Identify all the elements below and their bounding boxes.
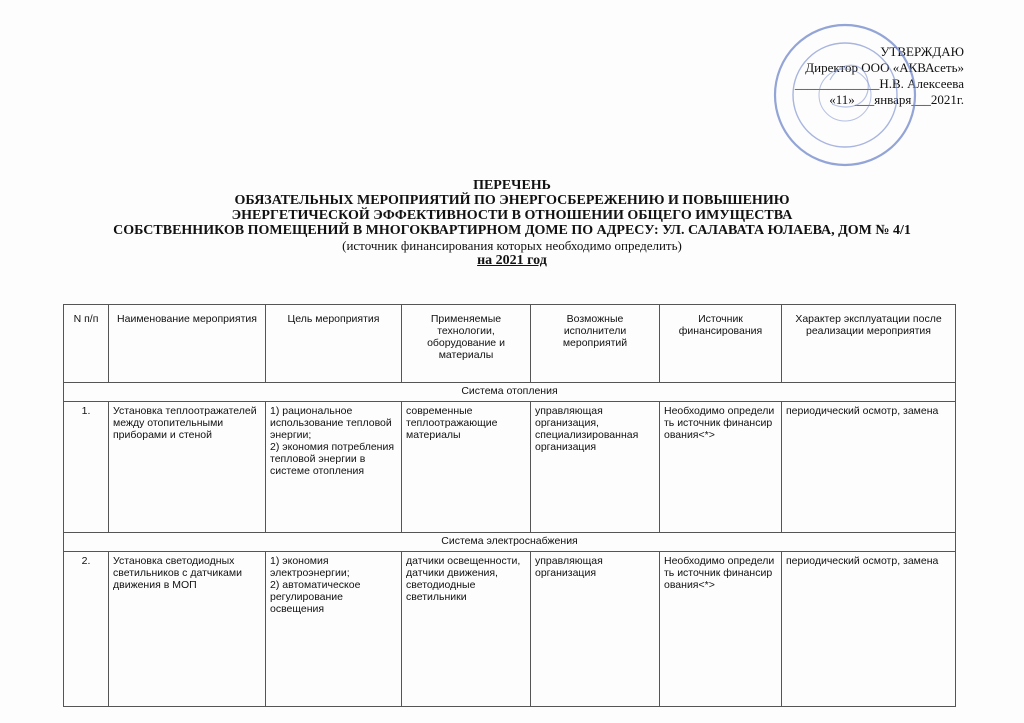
section-row [64,383,956,402]
heading-line-4: СОБСТВЕННИКОВ ПОМЕЩЕНИЙ В МНОГОКВАРТИРНОМ ДОМЕ ПО АДРЕСУ: УЛ. САЛАВАТА ЮЛАЕВА, ДОМ № 4/1 [113,223,911,238]
heading-line-2: ОБЯЗАТЕЛЬНЫХ МЕРОПРИЯТИЙ ПО ЭНЕРГОСБЕРЕЖЕНИЮ И ПОВЫШЕНИЮ [234,193,790,208]
cell-number: 2. [64,552,109,707]
header-funding-source: Источник финансирования [660,305,782,383]
cell-technologies: датчики освещенности, датчики движения, светодиодные светильники [402,552,531,707]
table-row [64,402,956,533]
header-goal: Цель мероприятия [266,305,402,383]
header-name: Наименование мероприятия [109,305,266,383]
cell-funding-source: Необходимо определить источник финансирования<*> [660,402,782,533]
header-technologies: Применяемые технологии, оборудование и материалы [402,305,531,383]
approval-position: Директор ООО «АКВАсеть» [805,60,964,75]
cell-exploitation: периодический осмотр, замена [782,552,956,707]
section-electric-title: Система электроснабжения [64,533,956,552]
section-row [64,533,956,552]
cell-goal: 1) рациональное использование тепловой энергии; 2) экономия потребления тепловой энергии в системе отопления [266,402,402,533]
cell-name: Установка светодиодных светильников с датчиками движения в МОП [109,552,266,707]
heading-subtitle: (источник финансирования которых необходимо определить) [342,238,682,253]
table-row [64,552,956,707]
header-exploitation: Характер эксплуатации после реализации мероприятия [782,305,956,383]
approval-signature-line: _____________Н.В. Алексеева [794,76,964,91]
cell-goal: 1) экономия электроэнергии; 2) автоматическое регулирование освещения [266,552,402,707]
measures-table [63,304,956,707]
heading-title: ПЕРЕЧЕНЬ [473,178,551,193]
header-executors: Возможные исполнители мероприятий [531,305,660,383]
approval-title: УТВЕРЖДАЮ [880,44,964,59]
heading-line-3: ЭНЕРГЕТИЧЕСКОЙ ЭФФЕКТИВНОСТИ В ОТНОШЕНИИ ОБЩЕГО ИМУЩЕСТВА [231,208,793,223]
cell-funding-source: Необходимо определить источник финансирования<*> [660,552,782,707]
cell-exploitation: периодический осмотр, замена [782,402,956,533]
approval-date: «11»___января___2021г. [829,92,964,107]
header-number: N п/п [64,305,109,383]
cell-number: 1. [64,402,109,533]
document-heading [0,178,1024,268]
table-header-row [64,305,956,383]
cell-technologies: современные теплоотражающие материалы [402,402,531,533]
heading-year: на 2021 год [477,253,547,268]
cell-executors: управляющая организация, специализированная организация [531,402,660,533]
cell-name: Установка теплоотражателей между отопительными приборами и стеной [109,402,266,533]
section-heating-title: Система отопления [64,383,956,402]
approval-block [744,44,964,108]
cell-executors: управляющая организация [531,552,660,707]
